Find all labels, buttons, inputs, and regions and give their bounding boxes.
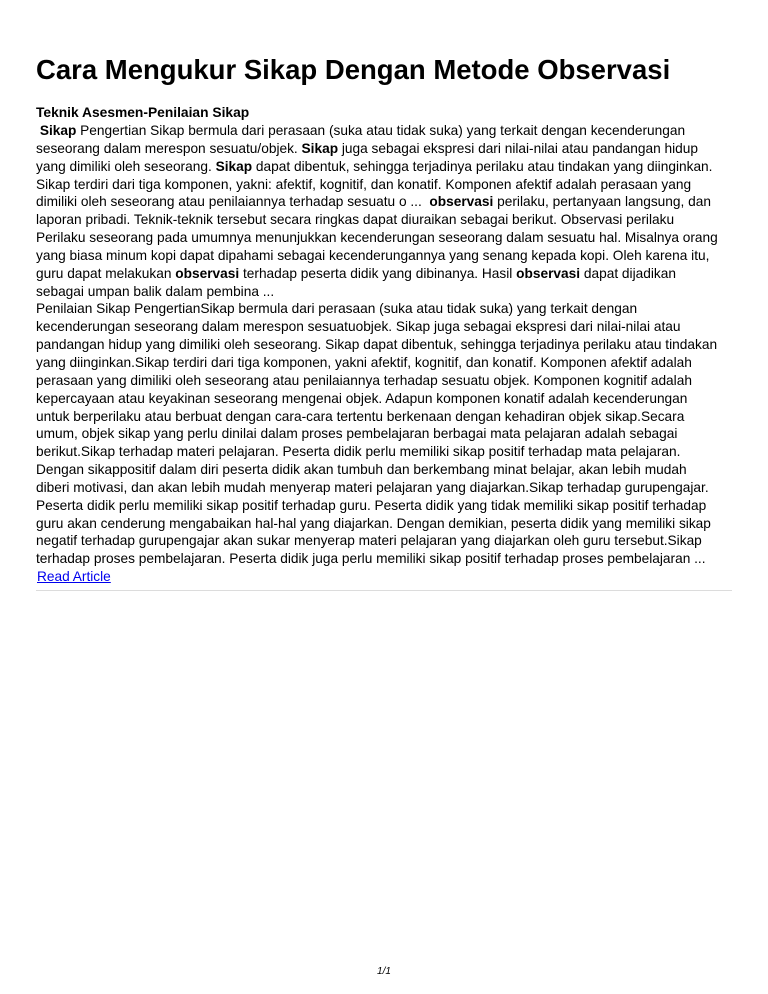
text-segment: Pengertian Sikap bermula dari perasaan (suka atau tidak suka) yang terkait dengan kecenderungan: [76, 123, 686, 138]
text-segment: dapat dijadikan: [580, 265, 676, 281]
text-line: [36, 140, 736, 158]
page-number: 1/1: [377, 966, 391, 977]
text-line: [36, 122, 736, 140]
text-line: guru akan cenderung mengabaikan hal-hal yang diajarkan. Dengan demikian, peserta didik yang memiliki sikap: [36, 515, 711, 531]
text-line: [36, 247, 736, 265]
text-segment: Perilaku seseorang pada umumnya menunjukkan kecenderungan seseorang dalam sesuatu hal. Misalnya orang: [36, 230, 718, 246]
keyword-highlight: observasi: [429, 194, 494, 210]
text-segment: terhadap peserta didik yang dibinanya. Hasil: [239, 265, 517, 281]
keyword-highlight: Sikap: [301, 140, 339, 156]
text-line: pandangan hidup yang dimiliki oleh seseorang. Sikap dapat dibentuk, sehingga terjadinya perilaku atau tindakan: [36, 337, 718, 353]
text-segment: yang dimiliki oleh seseorang.: [36, 158, 216, 174]
text-line: [36, 265, 736, 283]
page-title: Cara Mengukur Sikap Dengan Metode Observasi: [36, 54, 671, 85]
text-line: [36, 211, 736, 229]
keyword-highlight: Sikap: [215, 158, 253, 174]
text-line: [36, 283, 736, 301]
text-segment: yang biasa minum kopi dapat dipahami sebagai kecenderungannya yang senang kepada kopi. Oleh karena itu,: [36, 247, 710, 263]
text-line: untuk berperilaku atau berbuat dengan cara-cara tertentu berkenaan dengan kehadiran objek sikap.Secara: [36, 408, 685, 424]
text-line: perasaan yang dimiliki oleh seseorang atau penilaiannya terhadap sesuatu objek. Komponen kognitif adalah: [36, 372, 692, 388]
text-line: [36, 229, 736, 247]
text-line: umum, objek sikap yang perlu dinilai dalam proses pembelajaran berbagai mata pelajaran adalah sebagai: [36, 426, 678, 442]
text-line: kecenderungan seseorang dalam merespon sesuatuobjek. Sikap juga sebagai ekspresi dari nilai-nilai atau: [36, 319, 681, 335]
text-segment: juga sebagai ekspresi dari nilai-nilai atau pandangan hidup: [338, 140, 699, 156]
article-result: [36, 104, 736, 586]
keyword-highlight: observasi: [516, 265, 581, 281]
text-segment: perilaku, pertanyaan langsung, dan: [493, 194, 711, 210]
text-segment: guru dapat melakukan: [36, 265, 176, 281]
text-line: berikut.Sikap terhadap materi pelajaran. Peserta didik perlu memiliki sikap positif terhadap mata pelajaran.: [36, 444, 681, 460]
keyword-highlight: Sikap: [39, 123, 77, 138]
text-line: Peserta didik perlu memiliki sikap positif terhadap guru. Peserta didik yang tidak memiliki sikap positif terhadap: [36, 497, 707, 513]
text-line: negatif terhadap gurupengajar akan sukar menyerap materi pelajaran yang diajarkan oleh guru tersebut.Sikap: [36, 533, 702, 549]
text-line: yang diinginkan.Sikap terdiri dari tiga komponen, yakni afektif, kognitif, dan konatif. Komponen afektif adalah: [36, 354, 692, 370]
text-line: Dengan sikappositif dalam diri peserta didik akan tumbuh dan berkembang minat belajar, akan lebih mudah: [36, 462, 687, 478]
text-line: [36, 193, 736, 211]
article-heading: Teknik Asesmen-Penilaian Sikap: [36, 105, 250, 120]
text-segment: seseorang dalam merespon sesuatu/objek.: [36, 140, 302, 156]
text-line: kepercayaan atau keyakinan seseorang mengenai objek. Adapun komponen konatif adalah kecenderungan: [36, 390, 688, 406]
text-line: [36, 158, 736, 176]
text-line: diberi motivasi, dan akan lebih mudah menyerap materi pelajaran yang diajarkan.Sikap terhadap gurupengajar.: [36, 479, 709, 495]
text-line: [36, 176, 736, 194]
text-line: Penilaian Sikap PengertianSikap bermula dari perasaan (suka atau tidak suka) yang terkait dengan: [36, 301, 638, 317]
text-segment: dimiliki oleh seseorang atau penilaiannya terhadap sesuatu o ...: [36, 194, 430, 210]
divider: [36, 590, 732, 591]
text-segment: Sikap terdiri dari tiga komponen, yakni: afektif, kognitif, dan konatif. Komponen afektif adalah perasaan yang: [36, 176, 692, 192]
read-article-link[interactable]: Read Article: [37, 569, 111, 585]
article-paragraph-1: [36, 122, 736, 300]
article-paragraph-2: [36, 300, 736, 568]
keyword-highlight: observasi: [175, 265, 240, 281]
text-segment: dapat dibentuk, sehingga terjadinya perilaku atau tindakan yang diinginkan.: [252, 158, 713, 174]
text-line: terhadap proses pembelajaran. Peserta didik juga perlu memiliki sikap positif terhadap proses pembelajaran ...: [36, 551, 706, 567]
text-segment: sebagai umpan balik dalam pembina ...: [36, 283, 275, 299]
text-segment: laporan pribadi. Teknik-teknik tersebut secara ringkas dapat diuraikan sebagai berikut. Observasi perilaku: [36, 212, 675, 228]
